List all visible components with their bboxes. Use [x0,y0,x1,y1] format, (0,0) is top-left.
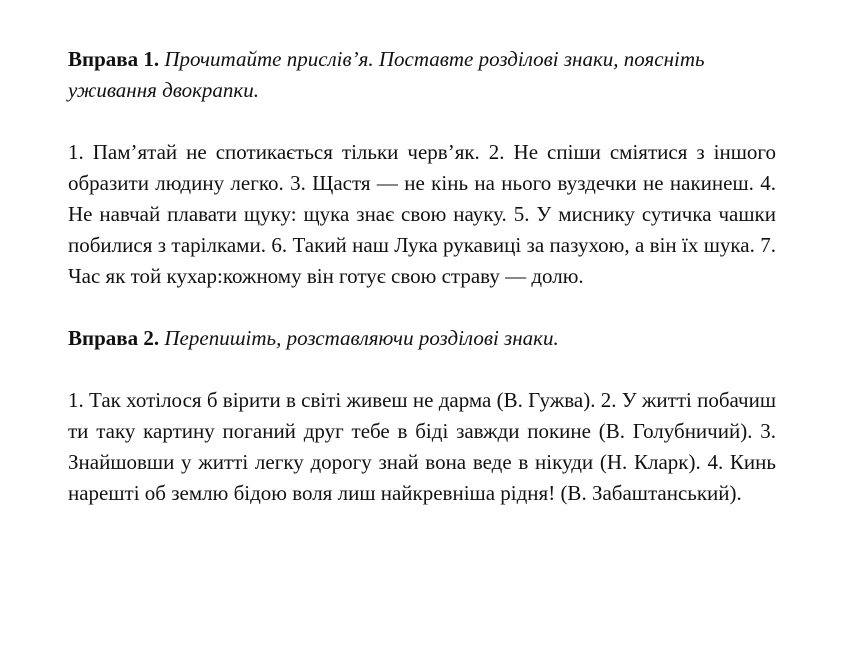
exercise-1-heading [68,44,776,106]
exercise-2-title: Вправа 2. [68,326,160,350]
exercise-2-heading [68,323,776,354]
exercise-2-instruction: Перепишіть, розставляючи розділові знаки. [164,326,559,350]
exercise-1-text: 1. Пам’ятай не спотикається тільки черв’як. 2. Не спіши сміятися з іншого образити людину легко. 3. Щастя — не кінь на нього вуздечки не накинеш. 4. Не навчай плавати щуку: щука знає свою науку. 5. У миснику сутичка чашки побилися з тарілками. 6. Такий наш Лука рукавиці за пазухою, а він їх шука. 7. Час як той кухар:кожному він готує свою страву — долю. [68,140,776,288]
exercise-2-text: 1. Так хотілося б вірити в світі живеш не дарма (В. Гужва). 2. У житті побачиш ти таку картину поганий друг тебе в біді завжди покине (В. Голубничий). 3. Знайшовши у житті легку дорогу знай вона веде в нікуди (Н. Кларк). 4. Кинь нарешті об землю бідою воля лиш найкревніша рідня! (В. Забаштанський). [68,388,776,505]
document-page [68,44,776,509]
exercise-1-title: Вправа 1. [68,47,160,71]
exercise-1-instruction: Прочитайте прислів’я. Поставте розділові знаки, поясніть уживання двокрапки. [68,47,705,102]
